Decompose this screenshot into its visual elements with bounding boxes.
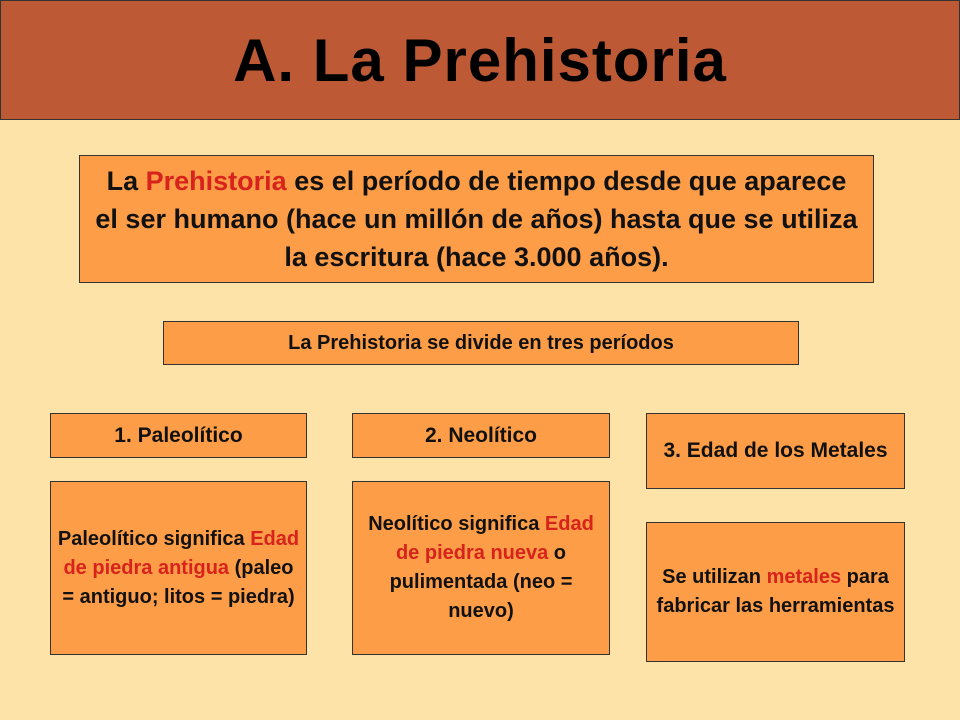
description-text <box>359 510 603 626</box>
description-highlight: metales <box>766 566 842 588</box>
period-label: 1. Paleolítico <box>114 423 243 447</box>
description-after: o pulimentada (neo = nuevo) <box>389 542 573 622</box>
description-after: (paleo = antiguo; litos = piedra) <box>62 556 295 608</box>
division-box <box>163 321 799 365</box>
description-before: Se utilizan <box>662 566 767 588</box>
definition-part2: es el período de tiempo desde que aparece el ser humano (hace un millón de años) hasta que se utiliza la escritura (hace 3.000 años). <box>95 166 858 272</box>
page-title: A. La Prehistoria <box>233 26 727 94</box>
division-text: La Prehistoria se divide en tres períodos <box>288 331 674 354</box>
description-text <box>57 525 300 612</box>
definition-part1: La <box>106 166 146 196</box>
period-metales-box <box>646 413 905 489</box>
period-paleolitico-box <box>50 413 307 458</box>
definition-text <box>92 162 861 276</box>
metales-description-box <box>646 522 905 662</box>
paleolitico-description-box <box>50 481 307 655</box>
title-banner <box>0 0 960 120</box>
period-label: 2. Neolítico <box>424 423 538 447</box>
description-highlight: Edad de piedra antigua <box>63 527 300 579</box>
description-before: Neolítico significa <box>368 513 545 535</box>
period-neolitico-box <box>352 413 610 458</box>
description-highlight: Edad de piedra nueva <box>395 513 594 564</box>
description-text <box>653 563 898 621</box>
neolitico-description-box <box>352 481 610 655</box>
period-label: 3. Edad de los Metales <box>663 439 888 462</box>
description-after: para fabricar las herramientas <box>656 566 895 617</box>
description-before: Paleolítico significa <box>57 527 251 550</box>
definition-box <box>79 155 874 283</box>
definition-highlight: Prehistoria <box>145 166 287 196</box>
